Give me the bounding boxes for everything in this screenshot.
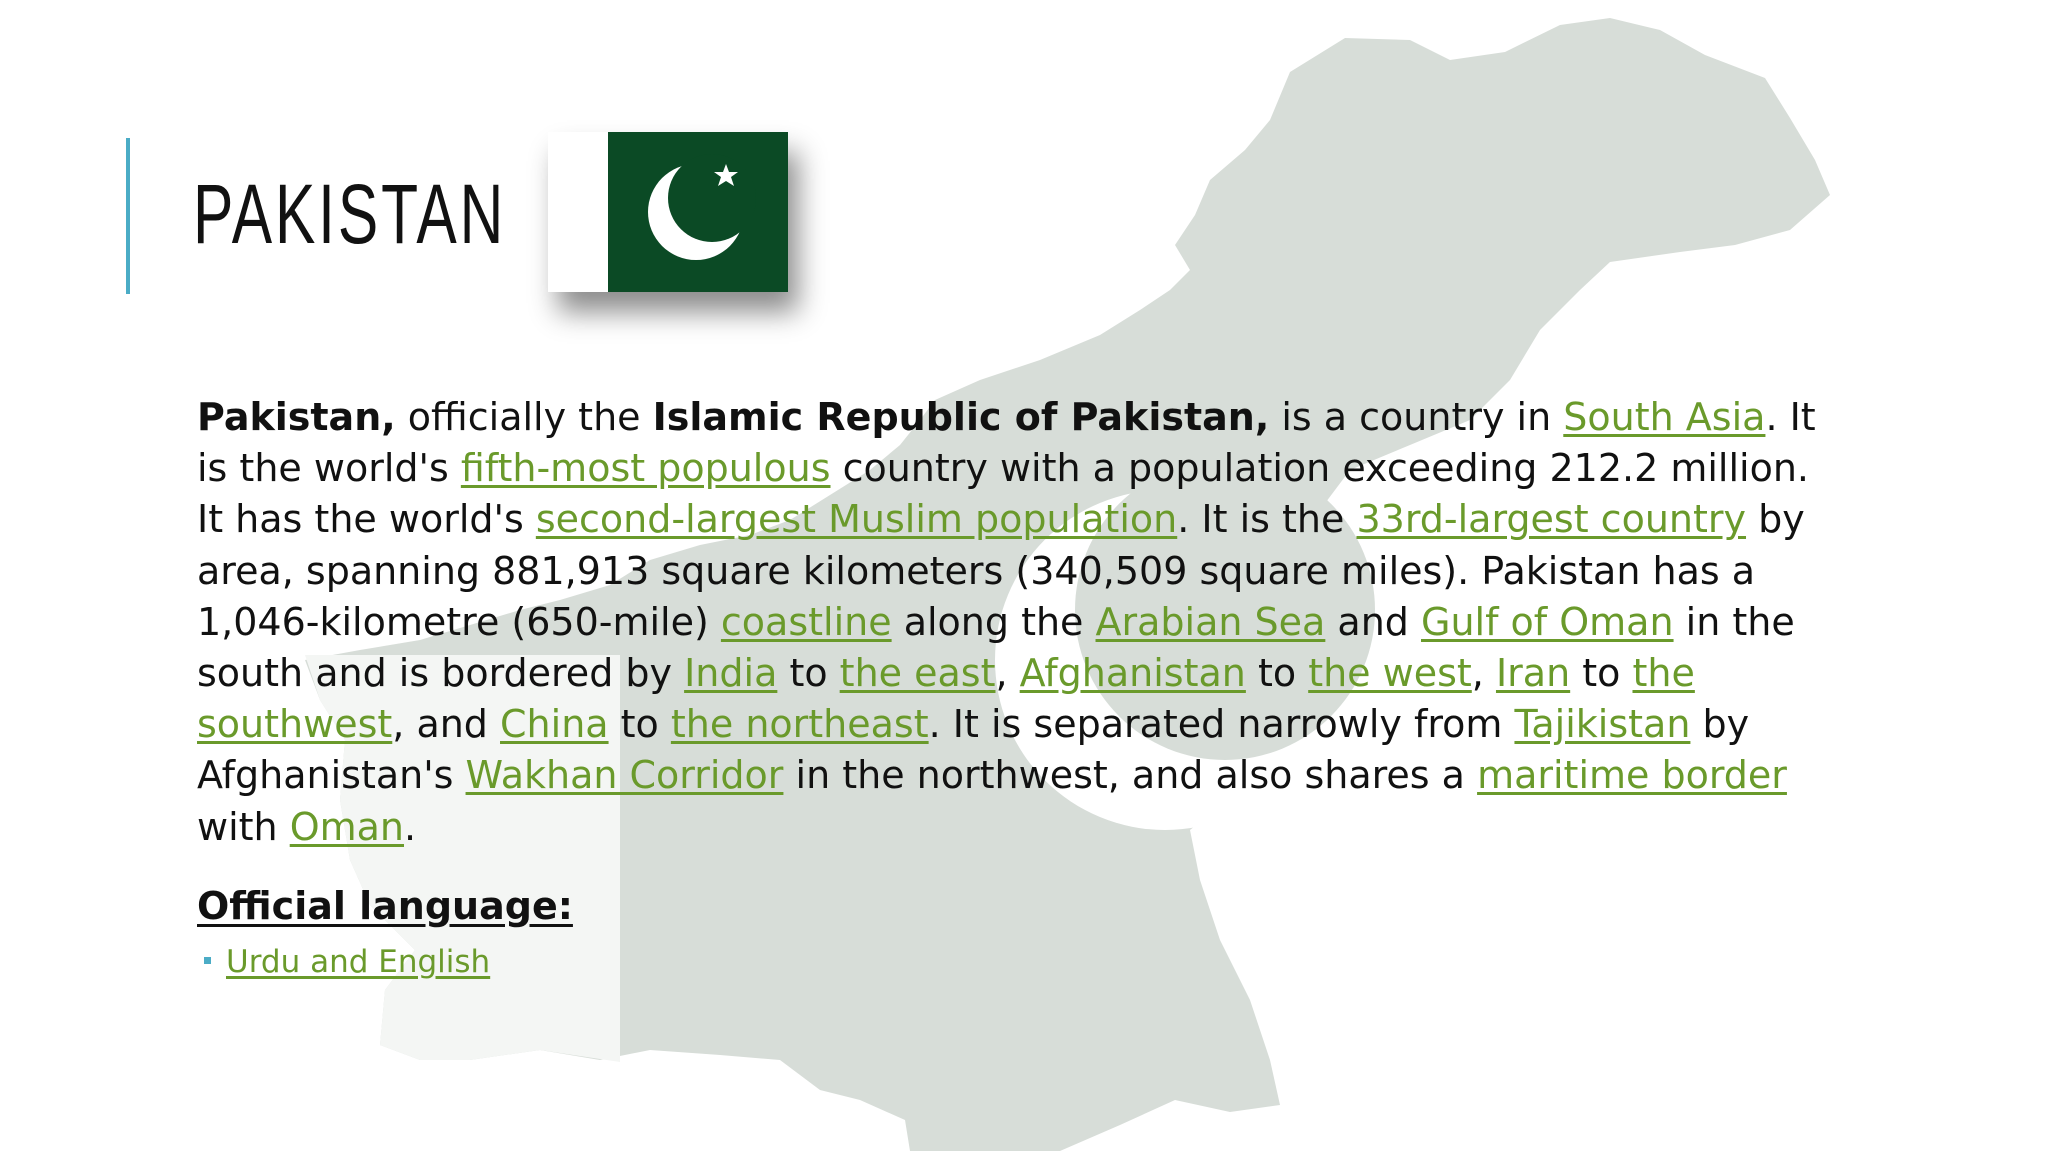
text-run: . It is the <box>1177 497 1357 542</box>
inline-link[interactable]: Tajikistan <box>1514 702 1691 747</box>
text-run: , <box>1471 651 1496 696</box>
inline-link[interactable]: fifth-most populous <box>460 446 831 491</box>
flag-white-band <box>548 132 608 292</box>
inline-link[interactable]: Oman <box>289 804 404 849</box>
text-run: . It is the world's <box>197 395 1816 491</box>
text-run: by area, spanning 881,913 square kilometers (340,509 square miles). Pakistan has a 1,046-kilometre (650-mile) <box>197 497 1805 644</box>
text-run: . <box>404 804 417 849</box>
text-run: to <box>608 702 671 747</box>
pakistan-flag <box>548 132 788 292</box>
official-language-heading: Official language: <box>197 884 573 928</box>
inline-link[interactable]: China <box>500 702 609 747</box>
slide-title: PAKISTAN <box>193 167 507 261</box>
text-run: , <box>995 651 1020 696</box>
inline-link[interactable]: Gulf of Oman <box>1421 599 1674 644</box>
inline-link[interactable]: Afghanistan <box>1019 651 1246 696</box>
bold-term: Islamic Republic of Pakistan, <box>652 395 1270 439</box>
text-run: with <box>197 804 290 849</box>
inline-link[interactable]: maritime border <box>1477 753 1787 798</box>
text-run: along the <box>891 599 1096 644</box>
text-run: , and <box>392 702 501 747</box>
text-run: in the south and is bordered by <box>197 599 1795 696</box>
text-run: to <box>1570 651 1633 696</box>
text-run: in the northwest, and also shares a <box>783 753 1478 798</box>
official-language-link[interactable]: Urdu and English <box>226 944 491 980</box>
inline-link[interactable]: the southwest <box>197 651 1695 747</box>
inline-link[interactable]: Wakhan Corridor <box>465 753 784 798</box>
inline-link[interactable]: coastline <box>720 599 892 644</box>
bullet-icon <box>204 957 211 964</box>
text-run: . It is separated narrowly from <box>928 702 1515 747</box>
title-accent-rule <box>126 138 130 294</box>
inline-link[interactable]: South Asia <box>1563 395 1766 439</box>
text-run: is a country in <box>1269 395 1564 439</box>
flag-crescent-cutout <box>668 154 756 242</box>
inline-link[interactable]: Arabian Sea <box>1095 599 1326 644</box>
inline-link[interactable]: Iran <box>1495 651 1571 696</box>
inline-link[interactable]: India <box>684 651 778 696</box>
inline-link[interactable]: second-largest Muslim population <box>535 497 1178 542</box>
inline-link[interactable]: 33rd-largest country <box>1356 497 1747 542</box>
inline-link[interactable]: the east <box>839 651 996 696</box>
text-run: to <box>1245 651 1309 696</box>
inline-link[interactable]: the northeast <box>670 702 929 747</box>
text-run: to <box>777 651 840 696</box>
bold-term: Pakistan, <box>197 395 396 439</box>
text-run: country with a population exceeding 212.2 million. It has the world's <box>197 446 1809 542</box>
flag-icon <box>548 132 788 292</box>
text-run: by Afghanistan's <box>197 702 1750 798</box>
inline-link[interactable]: the west <box>1308 651 1472 696</box>
text-run: officially the <box>395 395 653 439</box>
country-description <box>197 392 1837 853</box>
text-run: and <box>1325 599 1421 644</box>
